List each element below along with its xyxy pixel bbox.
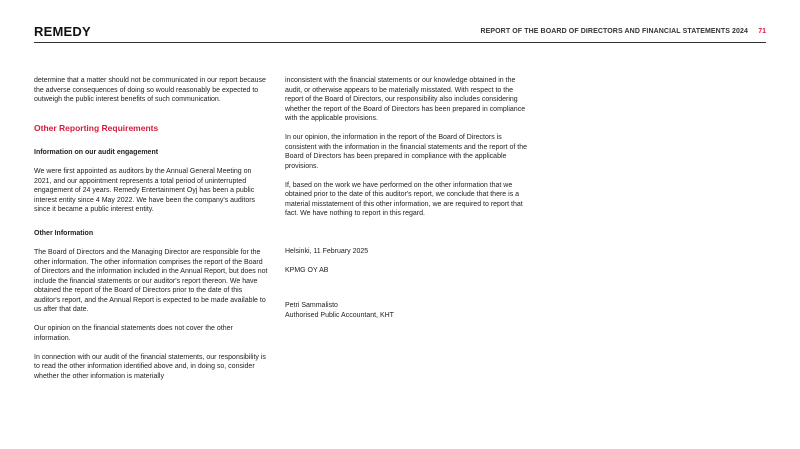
signer-title: Authorised Public Accountant, KHT <box>285 311 394 319</box>
signer-name: Petri Sammalisto <box>285 302 338 309</box>
document-title: REPORT OF THE BOARD OF DIRECTORS AND FINANCIAL STATEMENTS 2024 <box>480 28 748 35</box>
left-column <box>34 76 270 391</box>
other-information-paragraph-3: In connection with our audit of the financial statements, our responsibility is to read the other information identified above and, in doing so, consider whether the other information is materially <box>34 353 266 380</box>
page-number: 71 <box>758 28 766 35</box>
page-header <box>34 24 766 43</box>
audit-firm: KPMG OY AB <box>285 266 329 274</box>
other-information-paragraph-1: The Board of Directors and the Managing Director are responsible for the other information. The other information comprises the report of the Board of Directors and the information included in the Annual Report, but does not include the financial statements or our auditor's report thereon. We have obtained the report of the Board of Directors prior to the date of this auditor's report, and the Annual Report is expected to be made available to us after that date. <box>34 249 268 313</box>
section-heading-other-reporting: Other Reporting Requirements <box>34 122 159 133</box>
signer <box>285 301 530 320</box>
remedy-logo: REMEDY <box>34 24 91 39</box>
subheading-audit-engagement: Information on our audit engagement <box>34 148 159 156</box>
other-information-paragraph-2: Our opinion on the financial statements does not cover the other information. <box>34 325 233 342</box>
right-paragraph-3: If, based on the work we have performed on the other information that we obtained prior to the date of this auditor's report, we conclude that there is a material misstatement of this other information, we are required to report that fact. We have nothing to report in this regard. <box>285 181 523 217</box>
place-date: Helsinki, 11 February 2025 <box>285 247 369 255</box>
audit-engagement-paragraph: We were first appointed as auditors by the Annual General Meeting on 2021, and our appointment represents a total period of uninterrupted engagement of 24 years. Remedy Entertainment Oyj has been a public interest entity since 4 May 2022. We have been the company's auditors since it became a public interest entity. <box>34 168 256 213</box>
subheading-other-information: Other Information <box>34 229 94 237</box>
right-column <box>285 76 530 320</box>
right-paragraph-1: inconsistent with the financial statements or our knowledge obtained in the audit, or otherwise appears to be materially misstated. With respect to the report of the Board of Directors, our responsibility also includes considering whether the report of the Board of Directors has been prepared in compliance with the applicable provisions. <box>285 77 526 122</box>
signature-block <box>285 247 530 321</box>
intro-paragraph: determine that a matter should not be communicated in our report because the adverse consequences of doing so would reasonably be expected to outweigh the public interest benefits of such communication. <box>34 77 266 103</box>
right-paragraph-2: In our opinion, the information in the report of the Board of Directors is consistent with the information in the financial statements and the report of the Board of Directors has been prepared in compliance with the applicable provisions. <box>285 134 528 170</box>
